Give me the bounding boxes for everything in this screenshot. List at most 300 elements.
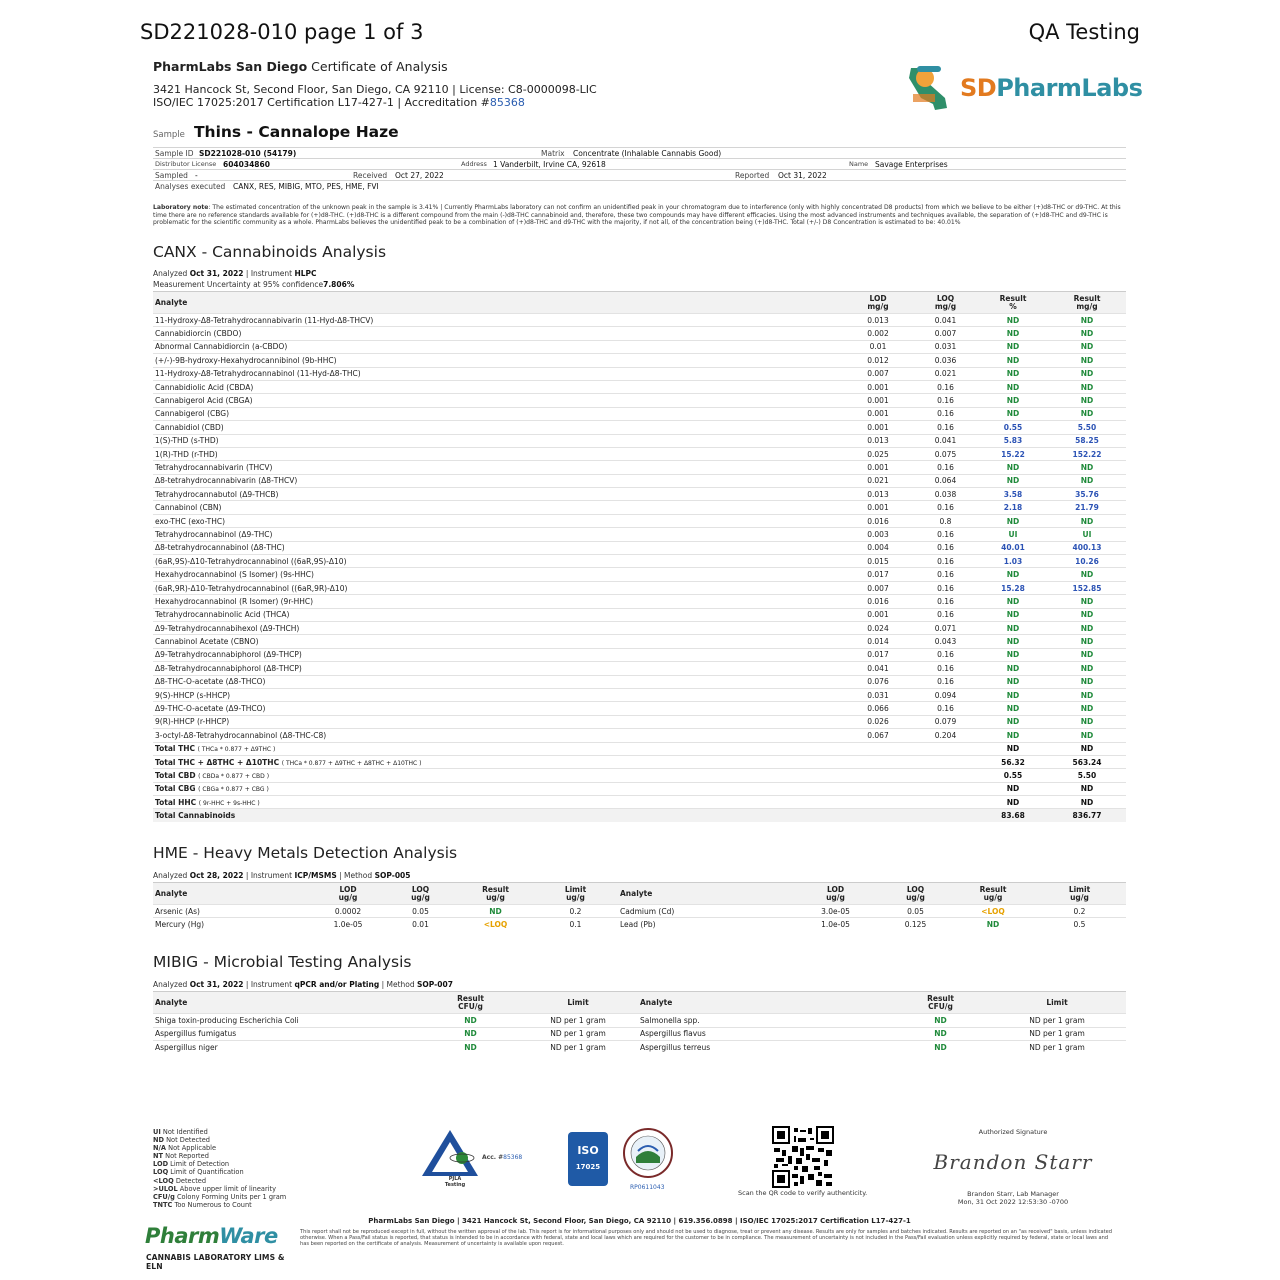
- table-row: [153, 1014, 1126, 1028]
- sample-label: Sample: [153, 130, 185, 140]
- total-row: [153, 769, 1126, 782]
- cell-result-pct: 83.68: [1001, 811, 1025, 821]
- cell-result: ND: [986, 919, 1000, 929]
- cell-loq: 0.16: [937, 422, 954, 432]
- cell-lod: 0.076: [867, 677, 889, 687]
- pjla-triangle-icon: [420, 1128, 480, 1178]
- table-row: [153, 675, 1126, 688]
- cell-limit: ND per 1 gram: [1029, 1043, 1085, 1052]
- table-row: [153, 327, 1126, 340]
- lab-note-text: : The estimated concentration of the unknown peak in the sample is 3.41% | Currently PharmLabs laboratory can not confirm an unidentified peak in your chromatogram due to interference (only with highly concentrated D8 products) from which we believe to be either (+)d8-THC or d9-THC. At this time there are no reference standards available for (+)d8-THC. (+)d8-THC is a different compound from the main (-)d8-THC cannabinoid and, therefore, these two compounds may have different efficacies. Using the most advanced instruments and techniques available, the separation of (+)d8-THC and d9-THC is problematic for the scientific community as a whole. PharmLabs believes the unidentified peak to be a combination of (+)d8-THC and d9-THC with the majority, if not all, of the concentration being (+)d8-THC. Total (+/-) D8 Concentration is estimated to be: 40.01%: [153, 204, 1121, 227]
- legend-item: [153, 1144, 286, 1152]
- table-row: [153, 434, 1126, 447]
- cell-loq: 0.031: [934, 342, 957, 352]
- cell-analyte: Hexahydrocannabinol (R Isomer) (9r-HHC): [155, 596, 314, 606]
- document-title: SD221028-010 page 1 of 3: [140, 20, 424, 44]
- col-limit: [1033, 883, 1126, 905]
- cell-analyte: Δ9-THC-O-acetate (Δ9-THCO): [155, 704, 266, 714]
- cell-analyte: Cannabidiorcin (CBDO): [155, 329, 242, 339]
- total-formula: ( 9r-HHC + 9s-HHC ): [198, 799, 260, 807]
- cell-analyte: 1(R)-THD (r-THD): [155, 449, 218, 459]
- cell-limit: 0.1: [569, 919, 582, 929]
- cell-analyte: 9(R)-HHCP (r-HHCP): [155, 717, 230, 727]
- pjla-badge: [420, 1128, 530, 1196]
- cell-analyte: Cannabidiolic Acid (CBDA): [155, 382, 254, 392]
- legend-item: [153, 1185, 286, 1193]
- col-lod-label: LOD: [869, 293, 887, 303]
- cell-loq: 0.16: [937, 409, 954, 419]
- col-unit: ug/g: [906, 892, 925, 902]
- legend-item: [153, 1128, 286, 1136]
- pharmware-tagline: CANNABIS LABORATORY LIMS & ELN: [146, 1253, 285, 1271]
- cell-result-pct: ND: [1006, 369, 1020, 379]
- cell-loq: 0.043: [934, 637, 957, 647]
- cell-result-pct: ND: [1006, 690, 1020, 700]
- cell-lod: 0.021: [867, 476, 889, 486]
- cell-analyte: Δ9-Tetrahydrocannabihexol (Δ9-THCH): [155, 623, 300, 633]
- cell-lod: 0.025: [867, 449, 889, 459]
- total-formula: ( CBDa * 0.877 + CBD ): [198, 772, 270, 780]
- cell-result: ND: [464, 1043, 477, 1052]
- col-result-pct: [978, 292, 1048, 314]
- doc-type: Certificate of Analysis: [311, 59, 448, 74]
- col-lod-label: LOD: [339, 884, 357, 894]
- cell-lod: 0.066: [867, 704, 889, 714]
- table-row: [153, 729, 1126, 742]
- pjla-acc-number[interactable]: 85368: [503, 1154, 523, 1161]
- signer-info: [925, 1190, 1101, 1206]
- cell-empty: [843, 742, 913, 755]
- cell-loq: 0.094: [934, 690, 957, 700]
- legend-item: [153, 1177, 286, 1185]
- cell-analyte: (6aR,9R)-Δ10-Tetrahydrocannabinol ((6aR,9R)-Δ10): [155, 583, 348, 593]
- col-analyte: Analyte: [155, 888, 188, 898]
- cell-total-label: [153, 742, 843, 755]
- col-analyte: Analyte: [620, 888, 653, 898]
- col-result-label: Result: [927, 993, 954, 1003]
- cell-loq: 0.071: [934, 623, 957, 633]
- cell-analyte: Shiga toxin-producing Escherichia Coli: [155, 1015, 299, 1025]
- cell-analyte: Tetrahydrocannabivarin (THCV): [155, 462, 273, 472]
- cell-empty: [843, 782, 913, 795]
- cell-result-pct: 5.83: [1003, 436, 1023, 446]
- cell-loq: 0.16: [937, 677, 954, 687]
- cell-result-mgg: ND: [1080, 730, 1094, 740]
- cell-loq: 0.16: [937, 610, 954, 620]
- received-value: Oct 27, 2022: [395, 171, 444, 180]
- cell-result-pct: ND: [1006, 382, 1020, 392]
- legend-meaning: Detected: [175, 1176, 207, 1185]
- cell-result-pct: 1.03: [1003, 556, 1023, 566]
- col-lod-label: LOD: [826, 884, 845, 894]
- cell-result-mgg: ND: [1080, 462, 1094, 472]
- cell-limit: 0.2: [569, 906, 582, 916]
- total-name: Total HHC: [155, 797, 197, 807]
- name-value: Savage Enterprises: [875, 160, 948, 169]
- cell-result-pct: ND: [1006, 730, 1020, 740]
- cell-loq: 0.16: [937, 570, 954, 580]
- table-row: [153, 514, 1126, 527]
- matrix-label: Matrix: [541, 149, 565, 158]
- cell-loq: 0.16: [937, 543, 954, 553]
- abbreviation-legend: [153, 1128, 286, 1209]
- legend-meaning: Not Reported: [165, 1152, 209, 1161]
- cell-analyte: Cannabinol (CBN): [155, 503, 222, 513]
- heavy-metals-table: [153, 882, 1126, 931]
- cell-result-mgg: ND: [1080, 784, 1094, 794]
- table-row: [153, 648, 1126, 661]
- cell-lod: 0.001: [867, 409, 889, 419]
- col-pct-label: Result: [999, 293, 1027, 303]
- cell-analyte: Cannabidiol (CBD): [155, 422, 224, 432]
- col-lod: [313, 883, 383, 905]
- logo-pharmlabs: PharmLabs: [996, 74, 1143, 102]
- legend-abbrev: CFU/g: [153, 1192, 175, 1201]
- cell-result-mgg: 836.77: [1072, 811, 1102, 821]
- cell-lod: 0.013: [867, 315, 889, 325]
- cell-result-pct: ND: [1006, 396, 1020, 406]
- cell-result-pct: ND: [1006, 329, 1020, 339]
- table-row: [153, 421, 1126, 434]
- canx-analyzed-label: Analyzed: [153, 269, 188, 278]
- cell-loq: 0.16: [937, 583, 954, 593]
- cell-result: ND: [464, 1015, 477, 1025]
- cell-analyte: 9(S)-HHCP (s-HHCP): [155, 690, 231, 700]
- cell-result-pct: 0.55: [1003, 422, 1023, 432]
- cell-lod: 0.003: [867, 529, 889, 539]
- cell-empty: [843, 809, 913, 822]
- cell-result-mgg: ND: [1080, 744, 1094, 754]
- cell-lod: 0.0002: [334, 906, 362, 916]
- pharmware-logo: [145, 1222, 285, 1271]
- col-result: [893, 992, 988, 1014]
- cell-result-pct: ND: [1006, 784, 1020, 794]
- cell-result-mgg: 400.13: [1072, 543, 1102, 553]
- iso-label: ISO: [577, 1144, 599, 1157]
- cell-loq: 0.16: [937, 556, 954, 566]
- canx-instrument-label: Instrument: [250, 269, 293, 278]
- cell-result-mgg: 152.22: [1072, 449, 1102, 459]
- total-row: [153, 809, 1126, 822]
- table-row: [153, 555, 1126, 568]
- canx-uncertainty: 7.806%: [323, 280, 355, 289]
- mibig-method: SOP-007: [417, 980, 453, 989]
- cell-loq: 0.16: [937, 503, 954, 513]
- sampled-label: Sampled: [155, 171, 188, 180]
- cell-result: ND: [934, 1043, 947, 1052]
- total-formula: ( THCa * 0.877 + Δ9THC ): [197, 746, 276, 754]
- col-pct-unit: %: [1009, 301, 1017, 311]
- cell-result-pct: ND: [1006, 342, 1020, 352]
- legend-abbrev: ND: [153, 1136, 164, 1145]
- cell-lod: 0.067: [867, 730, 889, 740]
- analyses-label: Analyses executed: [155, 182, 226, 191]
- iso-number: 17025: [575, 1163, 601, 1171]
- total-name: Total CBD: [155, 770, 196, 780]
- cell-result-pct: ND: [1006, 717, 1020, 727]
- legend-abbrev: NT: [153, 1152, 164, 1161]
- cell-result-mgg: ND: [1080, 369, 1094, 379]
- cell-analyte: Abnormal Cannabidiorcin (a-CBDO): [155, 342, 288, 352]
- table-row: [153, 905, 1126, 918]
- cell-result-mgg: ND: [1080, 663, 1094, 673]
- col-result-unit: CFU/g: [928, 1001, 953, 1011]
- cell-analyte: (6aR,9S)-Δ10-Tetrahydrocannabinol ((6aR,9S)-Δ10): [155, 556, 347, 566]
- cell-lod: 1.0e-05: [333, 919, 363, 929]
- legend-abbrev: N/A: [153, 1144, 167, 1153]
- col-unit: ug/g: [826, 892, 845, 902]
- cell-lod: 0.031: [867, 690, 889, 700]
- reported-label: Reported: [735, 171, 770, 180]
- lab-title-line: [153, 60, 773, 74]
- table-row: [153, 662, 1126, 675]
- total-name: Total THC + Δ8THC + Δ10THC: [155, 757, 280, 767]
- dea-seal-icon: [622, 1127, 674, 1181]
- cell-loq: 0.038: [934, 489, 957, 499]
- cell-limit: 0.5: [1073, 919, 1086, 929]
- cell-loq: 0.075: [934, 449, 957, 459]
- sample-id-value: SD221028-010 (54179): [199, 149, 297, 158]
- total-row: [153, 796, 1126, 809]
- table-row: [153, 918, 1126, 931]
- hme-instrument-label: Instrument: [250, 871, 293, 880]
- legend-abbrev: UI: [153, 1128, 161, 1136]
- table-row: [153, 715, 1126, 728]
- col-result: [953, 883, 1033, 905]
- table-row: [153, 688, 1126, 701]
- legend-meaning: Not Applicable: [168, 1144, 217, 1153]
- cell-total-label: [153, 809, 843, 822]
- cell-empty: [913, 742, 978, 755]
- legend-abbrev: LOD: [153, 1160, 169, 1169]
- cell-result-mgg: ND: [1080, 677, 1094, 687]
- cell-loq: 0.16: [937, 596, 954, 606]
- cell-result-pct: UI: [1008, 529, 1018, 539]
- cell-lod: 0.001: [867, 503, 889, 513]
- col-result-mgg: [1048, 292, 1126, 314]
- cell-analyte: Aspergillus terreus: [640, 1043, 711, 1052]
- cell-analyte: Δ9-Tetrahydrocannabiphorol (Δ9-THCP): [155, 650, 302, 660]
- mibig-analyzed: Oct 31, 2022: [189, 980, 244, 989]
- col-limit: [533, 883, 618, 905]
- lab-cert-text: ISO/IEC 17025:2017 Certification L17-427-1 | Accreditation #: [153, 96, 490, 109]
- legend-item: [153, 1168, 286, 1176]
- total-name: Total THC: [155, 744, 195, 754]
- legend-meaning: Colony Forming Units per 1 gram: [176, 1192, 287, 1201]
- cell-analyte: Mercury (Hg): [155, 919, 205, 929]
- lab-name: PharmLabs San Diego: [153, 59, 308, 74]
- col-loq: [913, 292, 978, 314]
- table-row: [153, 501, 1126, 514]
- logo-wordmark: [960, 74, 1142, 102]
- cell-result: ND: [934, 1029, 947, 1039]
- canx-instrument: HLPC: [294, 269, 317, 278]
- cell-result-pct: 15.28: [1001, 583, 1025, 593]
- cell-result-pct: ND: [1006, 315, 1020, 325]
- col-analyte: Analyte: [155, 297, 188, 307]
- qr-caption: Scan the QR code to verify authenticity.: [738, 1189, 868, 1197]
- name-label: Name: [849, 160, 869, 168]
- signed-at: Mon, 31 Oct 2022 12:53:30 -0700: [957, 1198, 1069, 1206]
- col-lod-unit: mg/g: [867, 301, 889, 311]
- legend-item: [153, 1193, 286, 1201]
- cell-result-pct: 40.01: [1001, 543, 1025, 553]
- cell-result-pct: 2.18: [1003, 503, 1023, 513]
- mibig-instrument: qPCR and/or Plating: [294, 980, 380, 989]
- total-name: Total CBG: [155, 784, 196, 794]
- cell-loq: 0.16: [937, 382, 954, 392]
- cell-lod: 0.001: [867, 610, 889, 620]
- cell-result-pct: ND: [1006, 704, 1020, 714]
- cell-loq: 0.16: [937, 650, 954, 660]
- cell-result-mgg: 21.79: [1075, 503, 1099, 513]
- sample-info-table: [153, 147, 1126, 191]
- cell-result: ND: [464, 1029, 477, 1039]
- cell-analyte: Δ8-Tetrahydrocannabiphorol (Δ8-THCP): [155, 663, 302, 673]
- reported-value: Oct 31, 2022: [778, 171, 827, 180]
- legend-item: [153, 1201, 286, 1209]
- cell-lod: 0.013: [867, 489, 889, 499]
- cell-result-pct: ND: [1006, 355, 1020, 365]
- cell-lod: 0.007: [867, 369, 889, 379]
- col-result-label: Result: [457, 993, 484, 1003]
- table-row: [153, 447, 1126, 460]
- cell-loq: 0.16: [937, 396, 954, 406]
- cannabinoids-table: [153, 291, 1126, 822]
- col-loq: [878, 883, 953, 905]
- total-row: [153, 755, 1126, 768]
- total-row: [153, 782, 1126, 795]
- cell-loq: 0.16: [937, 663, 954, 673]
- mibig-title: MIBIG - Microbial Testing Analysis: [153, 953, 412, 971]
- cell-loq: 0.05: [412, 906, 429, 916]
- footer-address: PharmLabs San Diego | 3421 Hancock St, Second Floor, San Diego, CA 92110 | 619.356.0898 | ISO/IEC 17025:2017 Certification L17-427-1: [368, 1217, 911, 1225]
- cell-limit: 0.2: [1073, 906, 1086, 916]
- table-row: [153, 541, 1126, 554]
- col-loq-label: LOQ: [411, 884, 430, 894]
- distributor-value: 604034860: [223, 160, 270, 169]
- signature-image: Brandon Starr: [933, 1150, 1093, 1174]
- cell-lod: 0.002: [867, 329, 889, 339]
- cell-limit: ND per 1 gram: [1029, 1029, 1085, 1039]
- cell-result-pct: ND: [1006, 623, 1020, 633]
- cell-result-mgg: ND: [1080, 704, 1094, 714]
- cell-result-mgg: ND: [1080, 476, 1094, 486]
- cell-lod: 0.016: [867, 516, 889, 526]
- cell-loq: 0.16: [937, 462, 954, 472]
- table-row: [153, 1027, 1126, 1041]
- cell-analyte: Salmonella spp.: [640, 1015, 700, 1025]
- california-map-icon: [905, 64, 957, 114]
- cell-lod: 0.026: [867, 717, 889, 727]
- cell-result-pct: 0.55: [1003, 770, 1023, 780]
- cell-analyte: Lead (Pb): [620, 919, 656, 929]
- table-row: [153, 354, 1126, 367]
- info-row: [153, 169, 1126, 180]
- cell-analyte: Δ8-THC-O-acetate (Δ8-THCO): [155, 677, 266, 687]
- col-limit-label: Limit: [1068, 884, 1091, 894]
- cell-loq: 0.125: [904, 919, 927, 929]
- dea-seal: [622, 1127, 678, 1197]
- cell-result-pct: ND: [1006, 596, 1020, 606]
- col-unit: ug/g: [338, 892, 358, 902]
- hme-meta: Analyzed Oct 28, 2022 | Instrument ICP/MSMS | Method SOP-005: [153, 871, 411, 880]
- cell-empty: [913, 796, 978, 809]
- cell-result-pct: ND: [1006, 610, 1020, 620]
- accreditation-link[interactable]: 85368: [489, 96, 525, 109]
- cell-empty: [913, 782, 978, 795]
- lab-note-label: Laboratory note: [153, 204, 209, 211]
- table-row: [153, 474, 1126, 487]
- sdpharmlabs-logo: [905, 64, 1143, 114]
- table-header: [153, 292, 1126, 314]
- cell-limit: ND per 1 gram: [550, 1029, 606, 1039]
- cell-loq: 0.041: [934, 436, 957, 446]
- cell-lod: 0.016: [867, 596, 889, 606]
- col-result: [423, 992, 518, 1014]
- cell-analyte: Aspergillus niger: [155, 1043, 218, 1052]
- legend-item: [153, 1136, 286, 1144]
- cell-result-mgg: ND: [1080, 516, 1094, 526]
- cell-loq: 0.036: [934, 355, 957, 365]
- pharmware-wordmark: [145, 1224, 278, 1248]
- canx-analyzed: Oct 31, 2022: [189, 269, 244, 278]
- cell-result-mgg: ND: [1080, 355, 1094, 365]
- cell-empty: [913, 755, 978, 768]
- cell-result-mgg: ND: [1080, 717, 1094, 727]
- table-row: [153, 528, 1126, 541]
- matrix-value: Concentrate (Inhalable Cannabis Good): [573, 149, 722, 158]
- cell-loq: 0.05: [907, 906, 924, 916]
- legend-meaning: Too Numerous to Count: [174, 1200, 252, 1209]
- col-lod: [843, 292, 913, 314]
- lab-block: [153, 60, 773, 109]
- cell-result-mgg: ND: [1080, 637, 1094, 647]
- cell-analyte: 3-octyl-Δ8-Tetrahydrocannabinol (Δ8-THC-C8): [155, 730, 327, 740]
- cell-result-pct: ND: [1006, 516, 1020, 526]
- col-result: [458, 883, 533, 905]
- cell-limit: ND per 1 gram: [550, 1043, 606, 1052]
- dea-code: RP0611043: [630, 1184, 665, 1191]
- laboratory-note: [153, 204, 1126, 227]
- cell-result-mgg: 152.85: [1072, 583, 1102, 593]
- col-limit: Limit: [567, 997, 589, 1007]
- legend-meaning: Limit of Detection: [170, 1160, 230, 1169]
- table-row: [153, 702, 1126, 715]
- cell-analyte: Aspergillus flavus: [640, 1029, 706, 1039]
- qr-code-icon[interactable]: [772, 1126, 834, 1188]
- col-result-unit: CFU/g: [458, 1001, 483, 1011]
- cell-result-mgg: ND: [1080, 315, 1094, 325]
- cell-result: ND: [934, 1015, 947, 1025]
- cell-result-pct: ND: [1006, 476, 1020, 486]
- table-row: [153, 581, 1126, 594]
- info-row: [153, 147, 1126, 158]
- cell-result-pct: ND: [1006, 663, 1020, 673]
- hme-analyzed-label: Analyzed: [153, 871, 188, 880]
- cell-result-pct: ND: [1006, 650, 1020, 660]
- col-result-label: Result: [979, 884, 1007, 894]
- pharmware-pharm: Pharm: [145, 1224, 220, 1248]
- canx-uncertainty-label: Measurement Uncertainty at 95% confidence: [153, 280, 324, 289]
- analyses-value: CANX, RES, MIBIG, MTO, PES, HME, FVI: [233, 182, 379, 191]
- cell-result-mgg: ND: [1080, 650, 1094, 660]
- cell-lod: 0.017: [867, 650, 889, 660]
- col-analyte: Analyte: [640, 997, 673, 1007]
- address-value: 1 Vanderbilt, Irvine CA, 92618: [493, 160, 606, 169]
- cell-total-label: [153, 782, 843, 795]
- col-result-label: Result: [482, 884, 509, 894]
